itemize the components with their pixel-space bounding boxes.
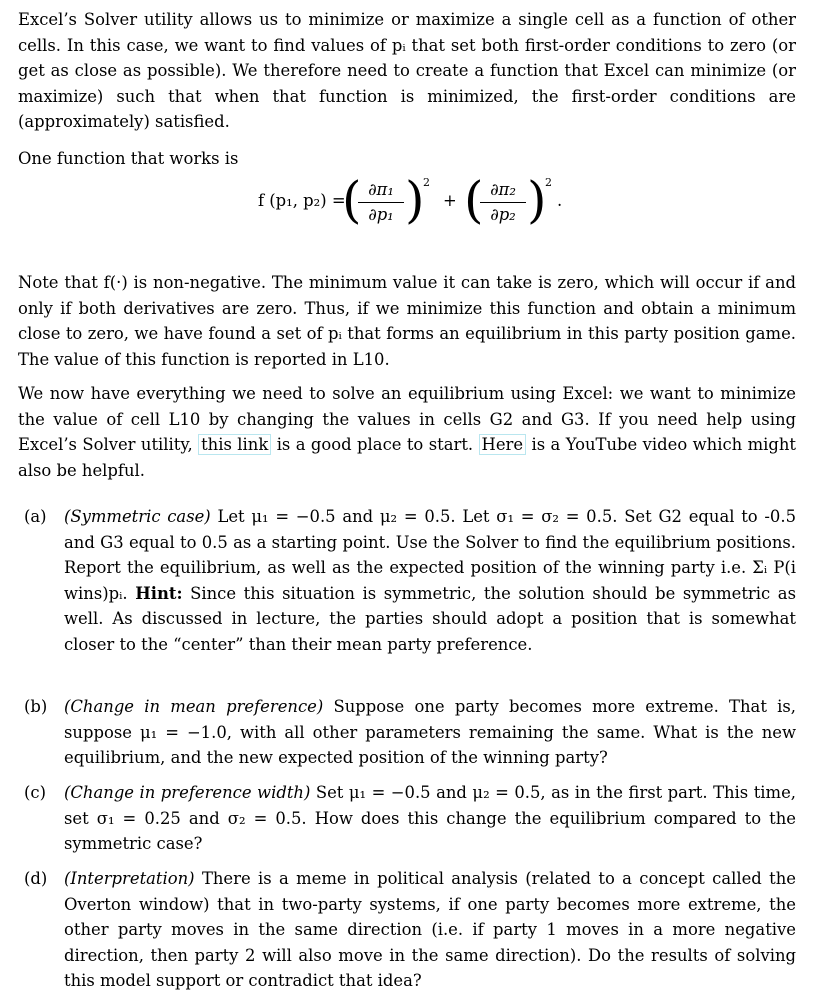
right-paren-2: ) (527, 171, 547, 229)
numerator-1: ∂π₁ (358, 178, 404, 203)
youtube-link[interactable]: Here (479, 434, 527, 455)
item-body (64, 504, 796, 658)
fraction-2 (480, 178, 526, 226)
solver-paragraph (18, 381, 796, 483)
solver-text-mid: is a good place to start. (276, 435, 474, 455)
denominator-2: ∂p₂ (490, 205, 516, 224)
intro-paragraph: Excel’s Solver utility allows us to minimize or maximize a single cell as a function of other cells. In this case, we want to find values of pᵢ that set both first-order conditions to zero (or get as close as possible). We therefore need to create a function that Excel can minimize (or maximize) such that when that function is minimized, the first-order conditions are (approximately) satisfied. (18, 10, 796, 132)
denominator-1: ∂p₁ (368, 205, 394, 224)
item-title: (Interpretation) (64, 869, 195, 888)
item-label: (a) (24, 507, 47, 526)
item-text: Let μ₁ = −0.5 and μ₂ = 0.5. Let σ₁ = σ₂ = 0.5. Set G2 equal to -0.5 and G3 equal to 0.5 as a starting point. Use the Solver to find the equilibrium positions. Report the equilibrium, as well as the expected position of the winning party i.e. Σᵢ P(i wins)pᵢ. (64, 507, 797, 603)
right-paren-1: ) (405, 171, 425, 229)
item-title: (Change in preference width) (64, 783, 311, 802)
item-label: (c) (24, 783, 46, 802)
item-text: There is a meme in political analysis (related to a concept called the Overton window) that in two-party systems, if one party becomes more extreme, the other party moves in the same direction (i.e. if party 1 moves in a more negative direction, then party 2 will also move in the same direction). Do the results of solving this model support or contradict that idea? (64, 869, 796, 991)
equation-period: . (557, 191, 563, 210)
item-body (64, 780, 796, 857)
plus-sign: + (443, 191, 457, 210)
solver-text-pre: We now have everything we need to solve an equilibrium using Excel: we want to minimize the value of cell L10 by changing the values in cells G2 and G3. If you need help using Excel’s Solver utility, (18, 384, 796, 455)
note-paragraph: Note that f(·) is non-negative. The minimum value it can take is zero, which will occur if and only if both derivatives are zero. Thus, if we minimize this function and obtain a minimum close to zero, we have found a set of pᵢ that forms an equilibrium in this party position game. The value of this function is reported in L10. (18, 273, 796, 369)
item-title: (Change in mean preference) (64, 697, 324, 716)
equation-lhs: f (p₁, p₂) = (258, 191, 346, 210)
left-paren-1: ( (342, 171, 362, 229)
left-paren-2: ( (464, 171, 484, 229)
hint-text: Since this situation is symmetric, the solution should be symmetric as well. As discussed in lecture, the parties should adopt a position that is somewhat closer to the “center” than their mean party preference. (64, 583, 796, 654)
solver-help-link[interactable]: this link (198, 434, 271, 455)
exponent-1: 2 (423, 176, 430, 189)
numerator-2: ∂π₂ (480, 178, 526, 203)
exponent-2: 2 (545, 176, 552, 189)
item-text: Suppose one party becomes more extreme. That is, suppose μ₁ = −1.0, with all other parameters remaining the same. What is the new equilibrium, and the new expected position of the winning party? (64, 697, 797, 768)
fraction-1 (358, 178, 404, 226)
hint-label: Hint: (135, 583, 183, 603)
objective-equation (258, 171, 598, 232)
lead-in-text: One function that works is (18, 149, 239, 168)
item-title: (Symmetric case) (64, 507, 211, 526)
item-body (64, 866, 796, 994)
solver-text-post: is a YouTube video which might also be helpful. (18, 435, 797, 480)
item-text: Set μ₁ = −0.5 and μ₂ = 0.5, as in the first part. This time, set σ₁ = 0.25 and σ₂ = 0.5. How does this change the equilibrium compared to the symmetric case? (64, 783, 796, 854)
item-label: (d) (24, 869, 48, 888)
item-label: (b) (24, 697, 48, 716)
item-body (64, 694, 796, 771)
